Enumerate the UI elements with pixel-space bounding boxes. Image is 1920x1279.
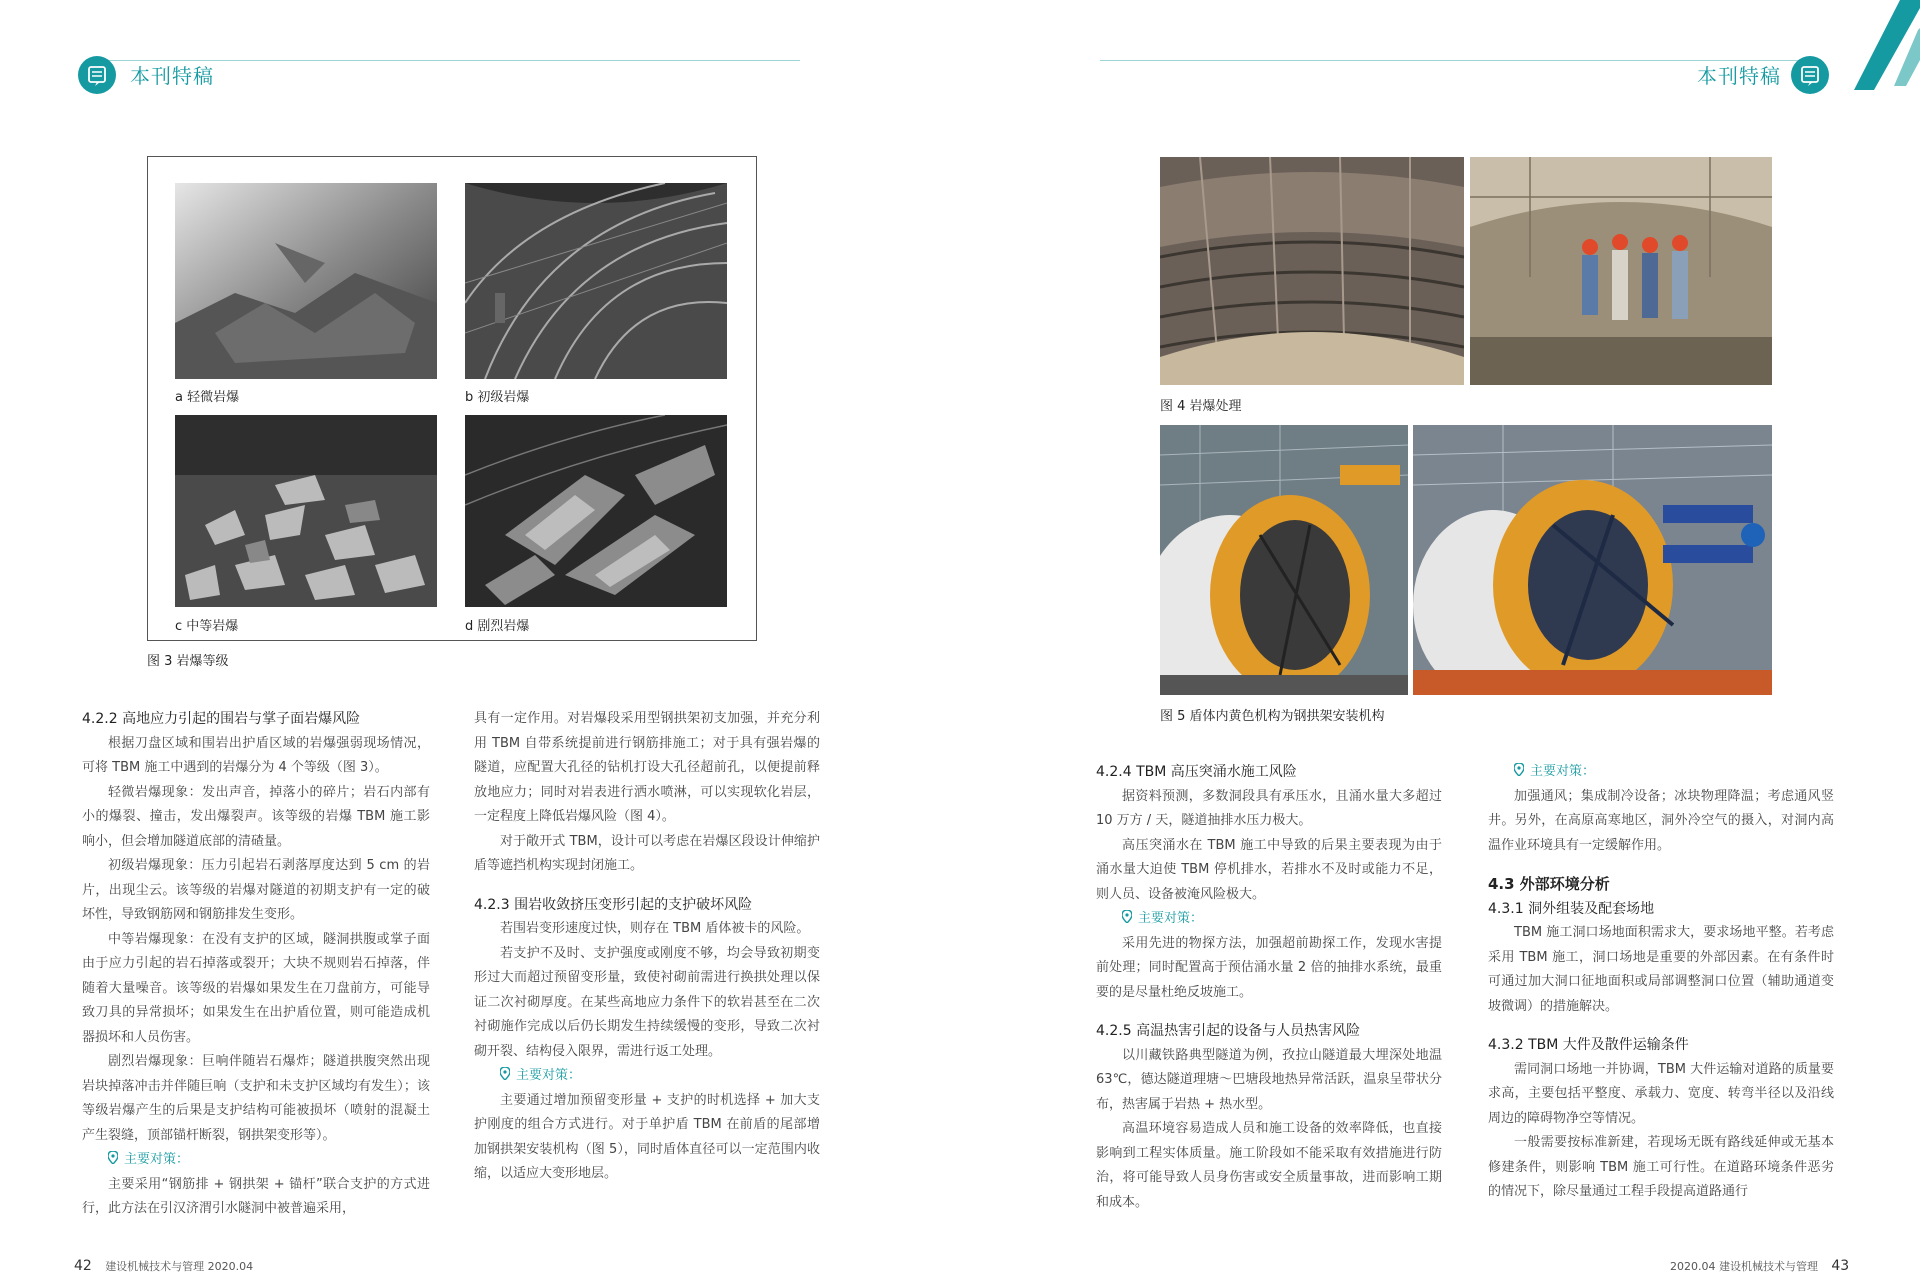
- photo-tbm-shield-left: [1160, 425, 1408, 695]
- magazine-name-right: 2020.04 建设机械技术与管理: [1670, 1260, 1818, 1273]
- countermeasure-heading: [1096, 907, 1442, 932]
- text-column-3: [1096, 760, 1442, 1215]
- figure-3b-label: b 初级岩爆: [465, 390, 530, 405]
- countermeasure-label: 主要对策：: [516, 1068, 582, 1083]
- paragraph: 以川藏铁路典型隧道为例，孜拉山隧道最大埋深处地温 63℃，德达隧道理塘～巴塘段地热异常活跃，温泉呈带状分布，热害属于岩热 + 热水型。: [1096, 1047, 1442, 1112]
- paragraph: 若支护不及时、支护强度或刚度不够，均会导致初期变形过大而超过预留变形量，致使衬砌前需进行换拱处理以保证二次衬砌厚度。在某些高地应力条件下的软岩甚至在二次衬砌施作完成以后仍长期发生持续缓慢的变形，导致二次衬砌开裂、结构侵入限界，需进行返工处理。: [474, 945, 820, 1059]
- countermeasure-label: 主要对策：: [1530, 764, 1596, 779]
- location-pin-icon: [1514, 763, 1524, 776]
- photo-steel-arch-support: [1160, 157, 1464, 385]
- footer-left: [74, 1258, 253, 1274]
- corner-stripes-decoration: [1840, 0, 1920, 90]
- countermeasure-heading: [82, 1148, 430, 1173]
- countermeasure-label: 主要对策：: [1138, 911, 1204, 926]
- text-column-4: [1488, 760, 1834, 1205]
- paragraph: 高温环境容易造成人员和施工设备的效率降低，也直接影响到工程实体质量。施工阶段如不能采取有效措施进行防治，将可能导致人员身伤害或安全质量事故，进而影响工期和成本。: [1096, 1121, 1442, 1210]
- paragraph: 轻微岩爆现象：发出声音，掉落小的碎片；岩石内部有小的爆裂、撞击，发出爆裂声。该等级的岩爆 TBM 施工影响小，但会增加隧道底部的清碴量。: [82, 784, 430, 849]
- paragraph: 具有一定作用。对岩爆段采用型钢拱架初支加强，并充分利用 TBM 自带系统提前进行钢筋排施工；对于具有强岩爆的隧道，应配置大孔径的钻机打设大孔径超前孔，以便提前释放地应力；同时对岩表进行洒水喷淋，可以实现软化岩层，一定程度上降低岩爆风险（图 4）。: [474, 711, 820, 824]
- photo-severe-rockburst: [465, 415, 727, 607]
- paragraph: 中等岩爆现象：在没有支护的区域，隧洞拱腹或掌子面由于应力引起的岩石掉落或裂开；大块不规则岩石掉落，伴随着大量噪音。该等级的岩爆如果发生在刀盘前方，可能导致刀具的异常损坏；如果发生在出护盾位置，则可能造成机器损坏和人员伤害。: [82, 931, 430, 1045]
- paragraph: 剧烈岩爆现象：巨响伴随岩石爆炸；隧道拱腹突然出现岩块掉落冲击并伴随巨响（支护和未支护区域均有发生）；该等级岩爆产生的后果是支护结构可能被损坏（喷射的混凝土产生裂缝，顶部锚杆断裂，钢拱架变形等）。: [82, 1054, 430, 1143]
- countermeasure-heading: [474, 1064, 820, 1089]
- paragraph: 采用先进的物探方法，加强超前勘探工作，发现水害提前处理；同时配置高于预估涌水量 2 倍的抽排水系统，最重要的是尽量杜绝反坡施工。: [1096, 935, 1442, 1000]
- paragraph: 高压突涌水在 TBM 施工中导致的后果主要表现为由于涌水量大迫使 TBM 停机排水，若排水不及时或能力不足，则人员、设备被淹风险极大。: [1096, 837, 1442, 902]
- section-title-left: 本刊特稿: [130, 64, 214, 88]
- location-pin-icon: [108, 1151, 118, 1164]
- location-pin-icon: [1122, 910, 1132, 923]
- photo-workers-inspection: [1470, 157, 1772, 385]
- paragraph: 根据刀盘区域和围岩出护盾区域的岩爆强弱现场情况，可将 TBM 施工中遇到的岩爆分为 4 个等级（图 3）。: [82, 735, 430, 775]
- heading-4-3-1: 4.3.1 洞外组装及配套场地: [1488, 900, 1655, 917]
- location-pin-icon: [500, 1067, 510, 1080]
- paragraph: 一般需要按标准新建，若现场无既有路线延伸或无基本修建条件，则影响 TBM 施工可行性。在道路环境条件恶劣的情况下，除尽量通过工程手段提高道路通行: [1488, 1135, 1834, 1199]
- magazine-name-left: 建设机械技术与管理 2020.04: [105, 1260, 254, 1273]
- figure-3d-label: d 剧烈岩爆: [465, 619, 530, 634]
- paragraph: 若围岩变形速度过快，则存在 TBM 盾体被卡的风险。: [500, 921, 810, 936]
- paragraph: 需同洞口场地一并协调，TBM 大件运输对道路的质量要求高，主要包括平整度、承载力、宽度、转弯半径以及沿线周边的障碍物净空等情况。: [1488, 1061, 1834, 1126]
- heading-4-2-5: 4.2.5 高温热害引起的设备与人员热害风险: [1096, 1023, 1361, 1039]
- page-number-left: 42: [74, 1258, 92, 1274]
- header-rule-right: [1100, 60, 1800, 61]
- photo-tbm-shield-right: [1413, 425, 1772, 695]
- figure-5-caption: 图 5 盾体内黄色机构为钢拱架安装机构: [1160, 709, 1385, 724]
- figure-4-caption: 图 4 岩爆处理: [1160, 399, 1242, 414]
- heading-4-2-2: 4.2.2 高地应力引起的围岩与掌子面岩爆风险: [82, 711, 361, 727]
- text-column-1: [82, 707, 430, 1222]
- heading-4-2-3: 4.2.3 围岩收敛挤压变形引起的支护破坏风险: [474, 896, 753, 913]
- countermeasure-heading: [1488, 760, 1834, 785]
- paragraph: 据资料预测，多数洞段具有承压水，且涌水量大多超过 10 万方 / 天，隧道抽排水压力极大。: [1096, 788, 1442, 828]
- figure-3-caption: 图 3 岩爆等级: [147, 654, 229, 669]
- paragraph: 加强通风；集成制冷设备；冰块物理降温；考虑通风竖井。另外，在高原高寒地区，洞外冷空气的摄入，对洞内高温作业环境具有一定缓解作用。: [1488, 788, 1834, 853]
- paragraph: 对于敞开式 TBM，设计可以考虑在岩爆区段设计伸缩护盾等遮挡机构实现封闭施工。: [474, 833, 820, 873]
- page-number-right: 43: [1831, 1258, 1850, 1274]
- photo-initial-rockburst: [465, 183, 727, 379]
- heading-4-2-4: 4.2.4 TBM 高压突涌水施工风险: [1096, 764, 1297, 780]
- countermeasure-label: 主要对策：: [124, 1152, 190, 1167]
- paragraph: 主要采用“钢筋排 + 钢拱架 + 锚杆”联合支护的方式进行，此方法在引汉济渭引水隧洞中被普遍采用，: [82, 1176, 430, 1216]
- paragraph: 初级岩爆现象：压力引起岩石剥落厚度达到 5 cm 的岩片，出现尘云。该等级的岩爆对隧道的初期支护有一定的破坏性，导致钢筋网和钢筋排发生变形。: [82, 858, 430, 922]
- heading-4-3-2: 4.3.2 TBM 大件及散件运输条件: [1488, 1037, 1689, 1053]
- photo-moderate-rockburst: [175, 415, 437, 607]
- photo-minor-rockburst: [175, 183, 437, 379]
- text-column-2: [474, 707, 820, 1187]
- paragraph: 主要通过增加预留变形量 + 支护的时机选择 + 加大支护刚度的组合方式进行。对于单护盾 TBM 在前盾的尾部增加钢拱架安装机构（图 5），同时盾体直径可以一定范围内收缩，以适应大变形地层。: [474, 1092, 820, 1181]
- heading-4-3: 4.3 外部环境分析: [1488, 875, 1610, 893]
- book-icon: [78, 56, 116, 94]
- figure-3c-label: c 中等岩爆: [175, 619, 239, 634]
- figure-3a-label: a 轻微岩爆: [175, 390, 240, 405]
- paragraph: TBM 施工洞口场地面积需求大，要求场地平整。若考虑采用 TBM 施工，洞口场地是重要的外部因素。在有条件时可通过加大洞口征地面积或局部调整洞口位置（辅助通道变坡微调）的措施解决。: [1488, 925, 1834, 1014]
- book-icon: [1791, 56, 1829, 94]
- section-title-right: 本刊特稿: [1697, 64, 1781, 88]
- footer-right: [1670, 1258, 1849, 1274]
